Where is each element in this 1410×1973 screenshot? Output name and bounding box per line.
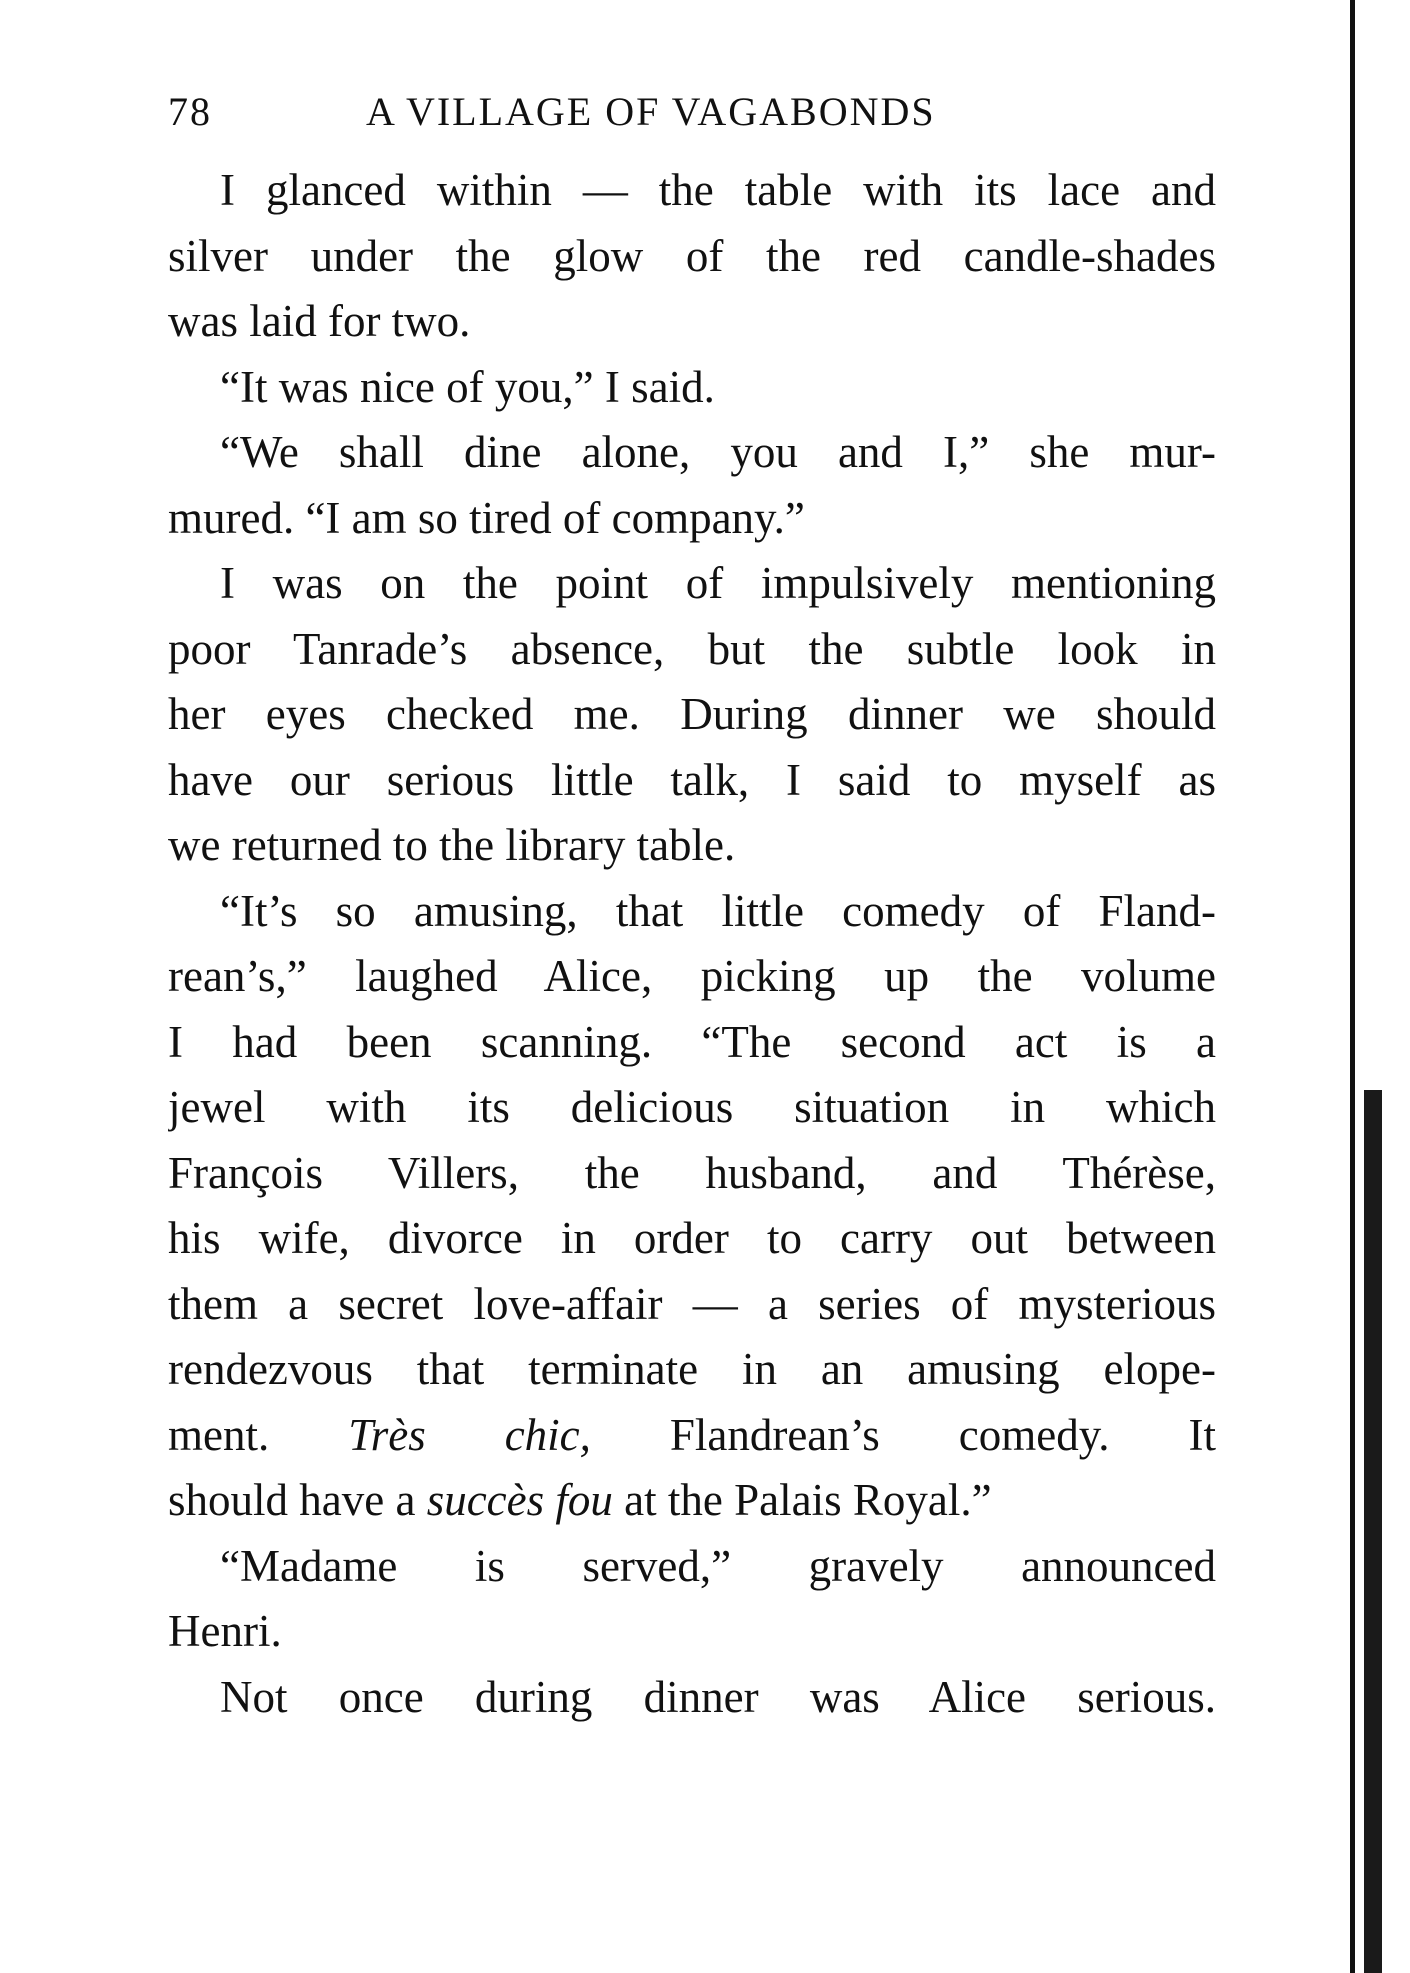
text-line: them a secret love-affair — a series of mysterious	[168, 1278, 1216, 1329]
text-line: rean’s,” laughed Alice, picking up the volume	[168, 951, 1216, 1001]
text-line: jewel with its delicious situation in which	[168, 1082, 1216, 1132]
text-line: was laid for two.	[168, 296, 471, 346]
text-segment: ment.	[168, 1409, 349, 1460]
text-segment: should have a	[168, 1475, 427, 1525]
text-line: Not once during dinner was Alice serious.	[220, 1671, 1216, 1722]
text-line	[168, 1468, 1216, 1534]
text-line: rendezvous that terminate in an amusing elope-	[168, 1344, 1216, 1394]
text-line: poor Tanrade’s absence, but the subtle look in	[168, 623, 1216, 674]
page-header	[168, 88, 1208, 144]
text-line: we returned to the library table.	[168, 820, 736, 870]
text-line: I had been scanning. “The second act is a	[168, 1016, 1216, 1067]
page-edge-shadow-lower	[1364, 1090, 1382, 1973]
text-line	[168, 1403, 1216, 1469]
text-segment: Flandrean’s comedy. It	[590, 1409, 1216, 1460]
text-line: his wife, divorce in order to carry out between	[168, 1213, 1216, 1263]
text-line: I glanced within — the table with its lace and	[220, 165, 1216, 215]
text-line: I was on the point of impulsively mentioning	[220, 558, 1216, 608]
italic-phrase: succès fou	[426, 1475, 613, 1525]
text-line: have our serious little talk, I said to myself as	[168, 754, 1216, 805]
italic-phrase: Très chic,	[348, 1409, 591, 1460]
text-line: silver under the glow of the red candle-shades	[168, 230, 1216, 281]
page-number: 78	[168, 89, 212, 134]
text-line: her eyes checked me. During dinner we should	[168, 689, 1216, 739]
text-segment: at the Palais Royal.”	[612, 1475, 992, 1525]
text-line: “It’s so amusing, that little comedy of Fland-	[220, 885, 1216, 936]
text-line: “Madame is served,” gravely announced	[220, 1540, 1216, 1591]
page-edge-shadow	[1350, 0, 1355, 1973]
text-line: “We shall dine alone, you and I,” she mur-	[220, 427, 1216, 477]
body-text	[168, 158, 1216, 1730]
running-title: A VILLAGE OF VAGABONDS	[366, 89, 936, 134]
text-line: mured. “I am so tired of company.”	[168, 492, 805, 543]
text-line: Henri.	[168, 1606, 282, 1656]
text-line: François Villers, the husband, and Thérèse,	[168, 1147, 1216, 1198]
text-line: “It was nice of you,” I said.	[220, 361, 715, 412]
